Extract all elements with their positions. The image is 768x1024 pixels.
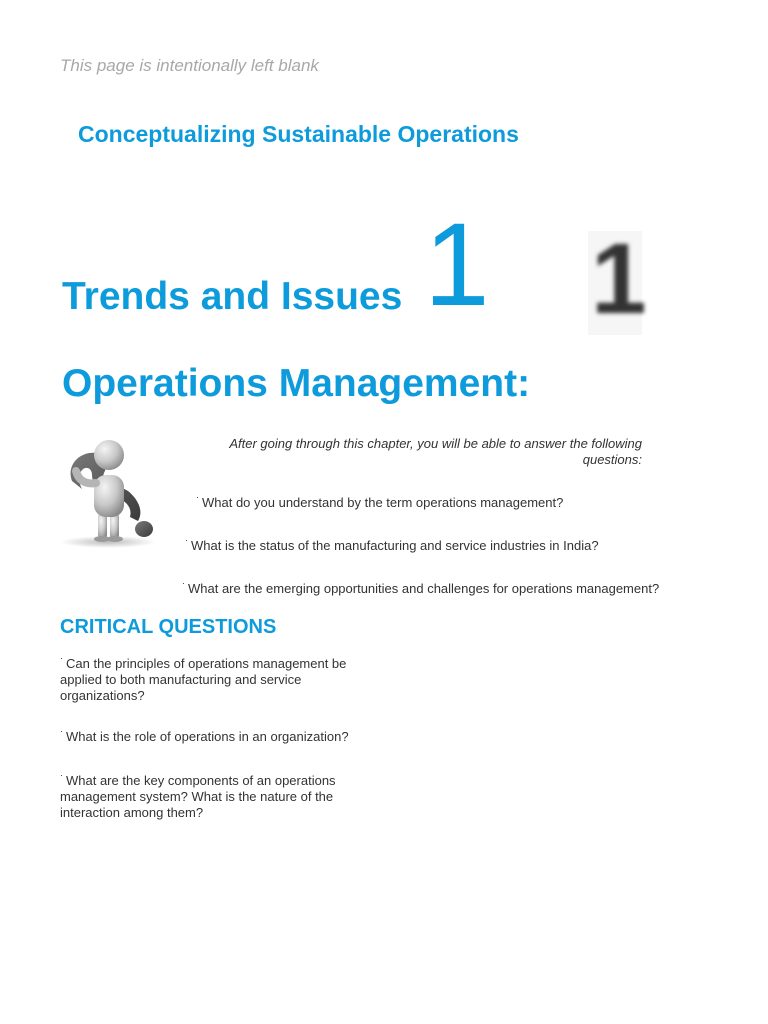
critical-question-text: What are the key components of an operations management system? What is the nature of the interaction among them?: [60, 773, 336, 820]
chapter-intro-text: After going through this chapter, you will be able to answer the following questions:: [229, 436, 642, 467]
part-title: Conceptualizing Sustainable Operations: [78, 121, 519, 147]
critical-question: [60, 723, 370, 745]
blank-page-note: This page is intentionally left blank: [60, 56, 319, 75]
chapter-number-thumbnail-digit: 1: [591, 223, 647, 335]
learning-question-text: What do you understand by the term operations management?: [202, 495, 564, 510]
bullet-marker: ·: [185, 535, 188, 545]
bullet-marker: ·: [60, 726, 63, 736]
chapter-title: Operations Management:: [62, 362, 531, 405]
critical-question: [60, 767, 360, 821]
chapter-number: 1: [424, 199, 490, 331]
chapter-subtitle: Trends and Issues: [62, 275, 403, 318]
bullet-marker: ·: [60, 653, 63, 663]
bullet-marker: ·: [182, 578, 185, 588]
learning-question: [185, 535, 599, 553]
learning-question: [196, 492, 563, 510]
learning-question-text: What are the emerging opportunities and challenges for operations management?: [188, 581, 660, 596]
bullet-marker: ·: [60, 770, 63, 780]
learning-question: [182, 578, 659, 596]
critical-question-text: Can the principles of operations management be applied to both manufacturing and service organizations?: [60, 656, 347, 703]
critical-question: [60, 650, 370, 704]
person-holding-question-mark-icon: [58, 425, 158, 550]
chapter-number-thumbnail: [588, 223, 647, 335]
learning-question-text: What is the status of the manufacturing and service industries in India?: [191, 538, 599, 553]
critical-question-text: What is the role of operations in an organization?: [66, 729, 349, 744]
bullet-marker: ·: [196, 492, 199, 502]
critical-questions-heading: CRITICAL QUESTIONS: [60, 616, 277, 638]
